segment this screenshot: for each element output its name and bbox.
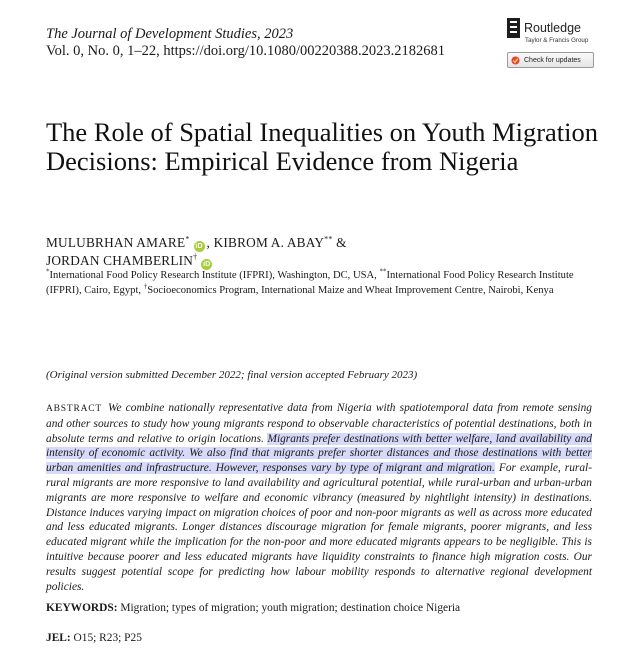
- crossmark-icon: [511, 56, 520, 65]
- orcid-icon[interactable]: iD: [203, 261, 211, 268]
- affiliation-mark: **: [324, 234, 333, 244]
- author-name: JORDAN CHAMBERLIN: [46, 253, 194, 268]
- keywords-label: KEYWORDS:: [46, 602, 118, 614]
- affiliations: [46, 268, 606, 298]
- affiliation-mark: †: [193, 252, 198, 262]
- journal-name: The Journal of Development Studies, 2023: [46, 26, 294, 42]
- affiliation-mark: †: [143, 282, 148, 291]
- author-name: KIBROM A. ABAY: [213, 235, 325, 250]
- affiliation-mark: *: [185, 234, 190, 244]
- abstract: [46, 401, 592, 594]
- highlighted-text[interactable]: Migrants prefer destinations with better welfare, land availability and intensity of economic activity. We also find that migrants prefer shorter distances and those destinations with better urban amenities and infrastructure. However, responses vary by type of migrant and migration.: [46, 432, 592, 475]
- submission-dates: (Original version submitted December 2022; final version accepted February 2023): [46, 369, 418, 381]
- keywords: [46, 602, 460, 614]
- abstract-text: For example, rural-rural migrants are more responsive to land availability and agricultural potential, while rural-urban and urban-urban migrants are more responsive to welfare and economic vibrancy (measured by nightlight intensity) in destinations. Distance induces varying impact on migration choices of poor and non-poor migrants as well as across more educated and less educated migrants. Longer distances discourage migration for female migrants, poorer migrants, and less educated migrant while the implication for the non-poor and more educated migrants appears to be negligible. This is intuitive because poorer and less educated migrants have liquidity constraints to finance high migration costs. Our results suggest potential scope for predicting how labour mobility responds to alternative regional development policies.: [46, 462, 592, 593]
- paper-title: The Role of Spatial Inequalities on Youth Migration Decisions: Empirical Evidence from Nigeria: [46, 117, 599, 176]
- journal-header: [46, 26, 445, 60]
- author-name: MULUBRHAN AMARE: [46, 235, 186, 250]
- publisher-logo[interactable]: [507, 18, 597, 44]
- author-list: [46, 234, 606, 270]
- publisher-sub: Taylor & Francis Group: [525, 37, 589, 44]
- author-separator: ,: [206, 235, 214, 250]
- author-separator: &: [332, 235, 347, 250]
- check-for-updates-label: Check for updates: [524, 56, 581, 64]
- abstract-label: ABSTRACT: [46, 404, 103, 414]
- jel-codes: [46, 632, 142, 644]
- affiliation-mark: *: [46, 267, 50, 276]
- affiliation-text: Socioeconomics Program, International Maize and Wheat Improvement Centre, Nairobi, Kenya: [147, 285, 554, 296]
- orcid-icon[interactable]: iD: [195, 243, 203, 250]
- affiliation-mark: **: [379, 267, 387, 276]
- journal-citation[interactable]: Vol. 0, No. 0, 1–22, https://doi.org/10.1080/00220388.2023.2182681: [46, 43, 446, 59]
- jel-label: JEL:: [46, 632, 71, 644]
- jel-text: O15; R23; P25: [70, 632, 142, 644]
- abstract-text: We combine nationally representative data from Nigeria with spatiotemporal data from remote sensing and other sources to study how young migrants respond to observable characteristics of potential destinations, both in absolute terms and relative to origin locations.: [46, 402, 592, 445]
- affiliation-text: International Food Policy Research Institute (IFPRI), Washington, DC, USA,: [49, 270, 380, 281]
- keywords-text: Migration; types of migration; youth migration; destination choice Nigeria: [117, 602, 461, 614]
- check-for-updates-button[interactable]: [507, 52, 594, 68]
- publisher-name: Routledge: [524, 20, 581, 35]
- routledge-logo-icon: [507, 18, 520, 38]
- affiliation-text: International Food Policy Research Institute (IFPRI), Cairo, Egypt,: [46, 270, 574, 296]
